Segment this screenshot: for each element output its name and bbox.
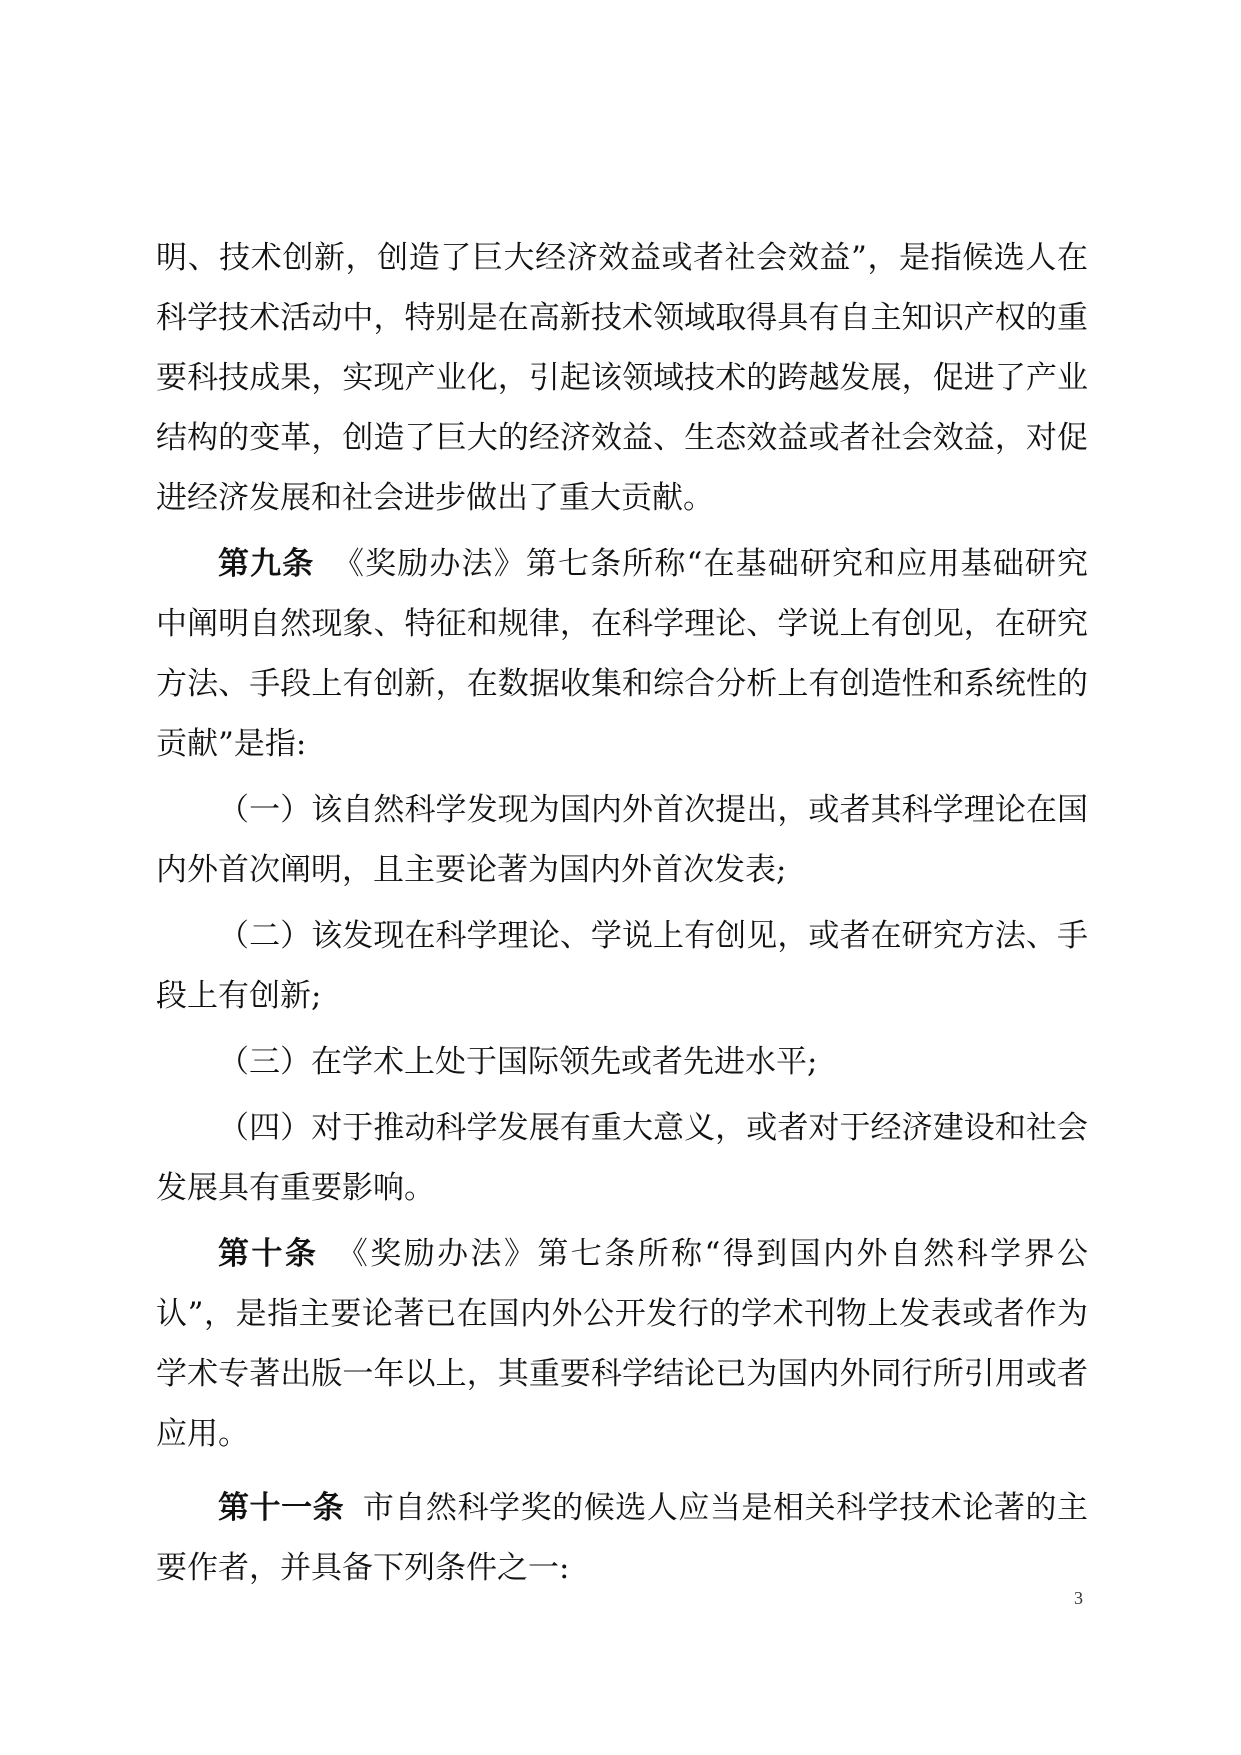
- list-item-4: （四）对于推动科学发展有重大意义，或者对于经济建设和社会发展具有重要影响。: [156, 1110, 1088, 1206]
- body-text: [156, 228, 1088, 1598]
- paragraph-continuation: 明、技术创新，创造了巨大经济效益或者社会效益”，是指候选人在科学技术活动中，特别是在高新技术领域取得具有自主知识产权的重要科技成果，实现产业化，引起该领域技术的跨越发展，促进了产业结构的变革，创造了巨大的经济效益、生态效益或者社会效益，对促进经济发展和社会进步做出了重大贡献。: [156, 240, 1088, 516]
- article-11-text: 市自然科学奖的候选人应当是相关科学技术论著的主要作者，并具备下列条件之一:: [156, 1490, 1088, 1586]
- article-10-label: 第十条: [218, 1236, 319, 1272]
- article-10: [156, 1224, 1088, 1464]
- article-9-text: 《奖励办法》第七条所称“在基础研究和应用基础研究中阐明自然现象、特征和规律，在科学理论、学说上有创见，在研究方法、手段上有创新，在数据收集和综合分析上有创造性和系统性的贡献”是指:: [156, 546, 1088, 762]
- list-item-2: （二）该发现在科学理论、学说上有创见，或者在研究方法、手段上有创新;: [156, 918, 1088, 1014]
- article-11-label: 第十一条: [218, 1490, 345, 1526]
- list-item-3: （三）在学术上处于国际领先或者先进水平;: [218, 1044, 818, 1080]
- article-9: [156, 534, 1088, 774]
- article-9-label: 第九条: [218, 546, 315, 582]
- article-11: [156, 1478, 1088, 1598]
- article-10-text: 《奖励办法》第七条所称“得到国内外自然科学界公认”，是指主要论著已在国内外公开发行的学术刊物上发表或者作为学术专著出版一年以上，其重要科学结论已为国内外同行所引用或者应用。: [156, 1236, 1088, 1452]
- page-number: 3: [1074, 1588, 1083, 1608]
- list-item-1: （一）该自然科学发现为国内外首次提出，或者其科学理论在国内外首次阐明，且主要论著为国内外首次发表;: [156, 792, 1088, 888]
